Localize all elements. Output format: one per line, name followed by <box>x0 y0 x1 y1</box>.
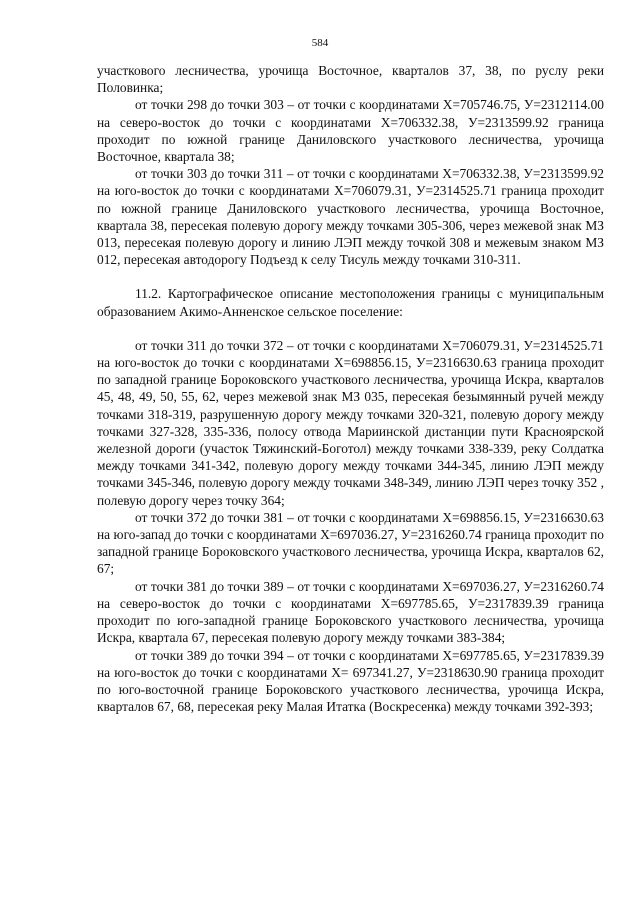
page-number: 584 <box>311 37 329 49</box>
paragraph-points-298-303: от точки 298 до точки 303 – от точки с координатами Х=705746.75, У=2312114.00 на северо-восток до точки с координатами Х=706332.38, У=2313599.92 граница проходит по южной границе Даниловского участкового лесничества, урочища Восточное, квартала 38; <box>97 97 604 165</box>
paragraph-points-311-372: от точки 311 до точки 372 – от точки с координатами Х=706079.31, У=2314525.71 на юго-восток до точки с координатами Х=698856.15, У=2316630.63 граница проходит по западной границе Бороковского участкового лесничества, урочища Искра, кварталов 45, 48, 49, 50, 55, 62, через межевой знак МЗ 035, пересекая безымянный ручей между точками 318-319, разрушенную дорогу между точками 320-321, полевую дорогу между точками 327-328, 335-336, полосу отвода Мариинской дистанции пути Красноярской железной дороги (участок Тяжинский-Боготол) между точками 338-339, реку Солдатка между точками 341-342, полевую дорогу между точками 344-345, линию ЛЭП между точками 345-346, полевую дорогу между точками 348-349, линию ЛЭП через точку 352 , полевую дорогу через точку 364; <box>97 337 604 508</box>
section-heading-11-2: 11.2. Картографическое описание местоположения границы с муниципальным образованием Акимо-Анненское сельское поселение: <box>97 286 604 319</box>
paragraph-points-372-381: от точки 372 до точки 381 – от точки с координатами Х=698856.15, У=2316630.63 на юго-запад до точки с координатами Х=697036.27, У=2316260.74 граница проходит по западной границе Бороковского участкового лесничества, урочища Искра, кварталов 62, 67; <box>97 509 604 577</box>
paragraph-points-389-394: от точки 389 до точки 394 – от точки с координатами Х=697785.65, У=2317839.39 на юго-восток до точки с координатами Х= 697341.27, У=2318630.90 граница проходит по юго-восточной границе Бороковского участкового лесничества, урочища Искра, кварталов 67, 68, пересекая реку Малая Итатка (Воскресенка) между точками 392-393; <box>97 647 604 715</box>
paragraph-points-381-389: от точки 381 до точки 389 – от точки с координатами Х=697036.27, У=2316260.74 на северо-восток до точки с координатами Х=697785.65, У=2317839.39 граница проходит по юго-западной границе Бороковского участкового лесничества, урочища Искра, квартала 67, пересекая полевую дорогу между точками 383-384; <box>97 578 604 646</box>
paragraph-points-303-311: от точки 303 до точки 311 – от точки с координатами Х=706332.38, У=2313599.92 на юго-восток до точки с координатами Х=706079.31, У=2314525.71 граница проходит по южной границе Даниловского участкового лесничества, урочища Восточное, квартала 38, пересекая полевую дорогу между точками 305-306, через межевой знак МЗ 013, пересекая полевую дорогу и линию ЛЭП между точкой 308 и межевым знаком МЗ 012, пересекая автодорогу Подъезд к селу Тисуль между точками 310-311. <box>97 166 604 268</box>
paragraph-continuation: участкового лесничества, урочища Восточное, кварталов 37, 38, по руслу реки Половинка; <box>97 63 604 96</box>
document-body <box>97 62 604 715</box>
